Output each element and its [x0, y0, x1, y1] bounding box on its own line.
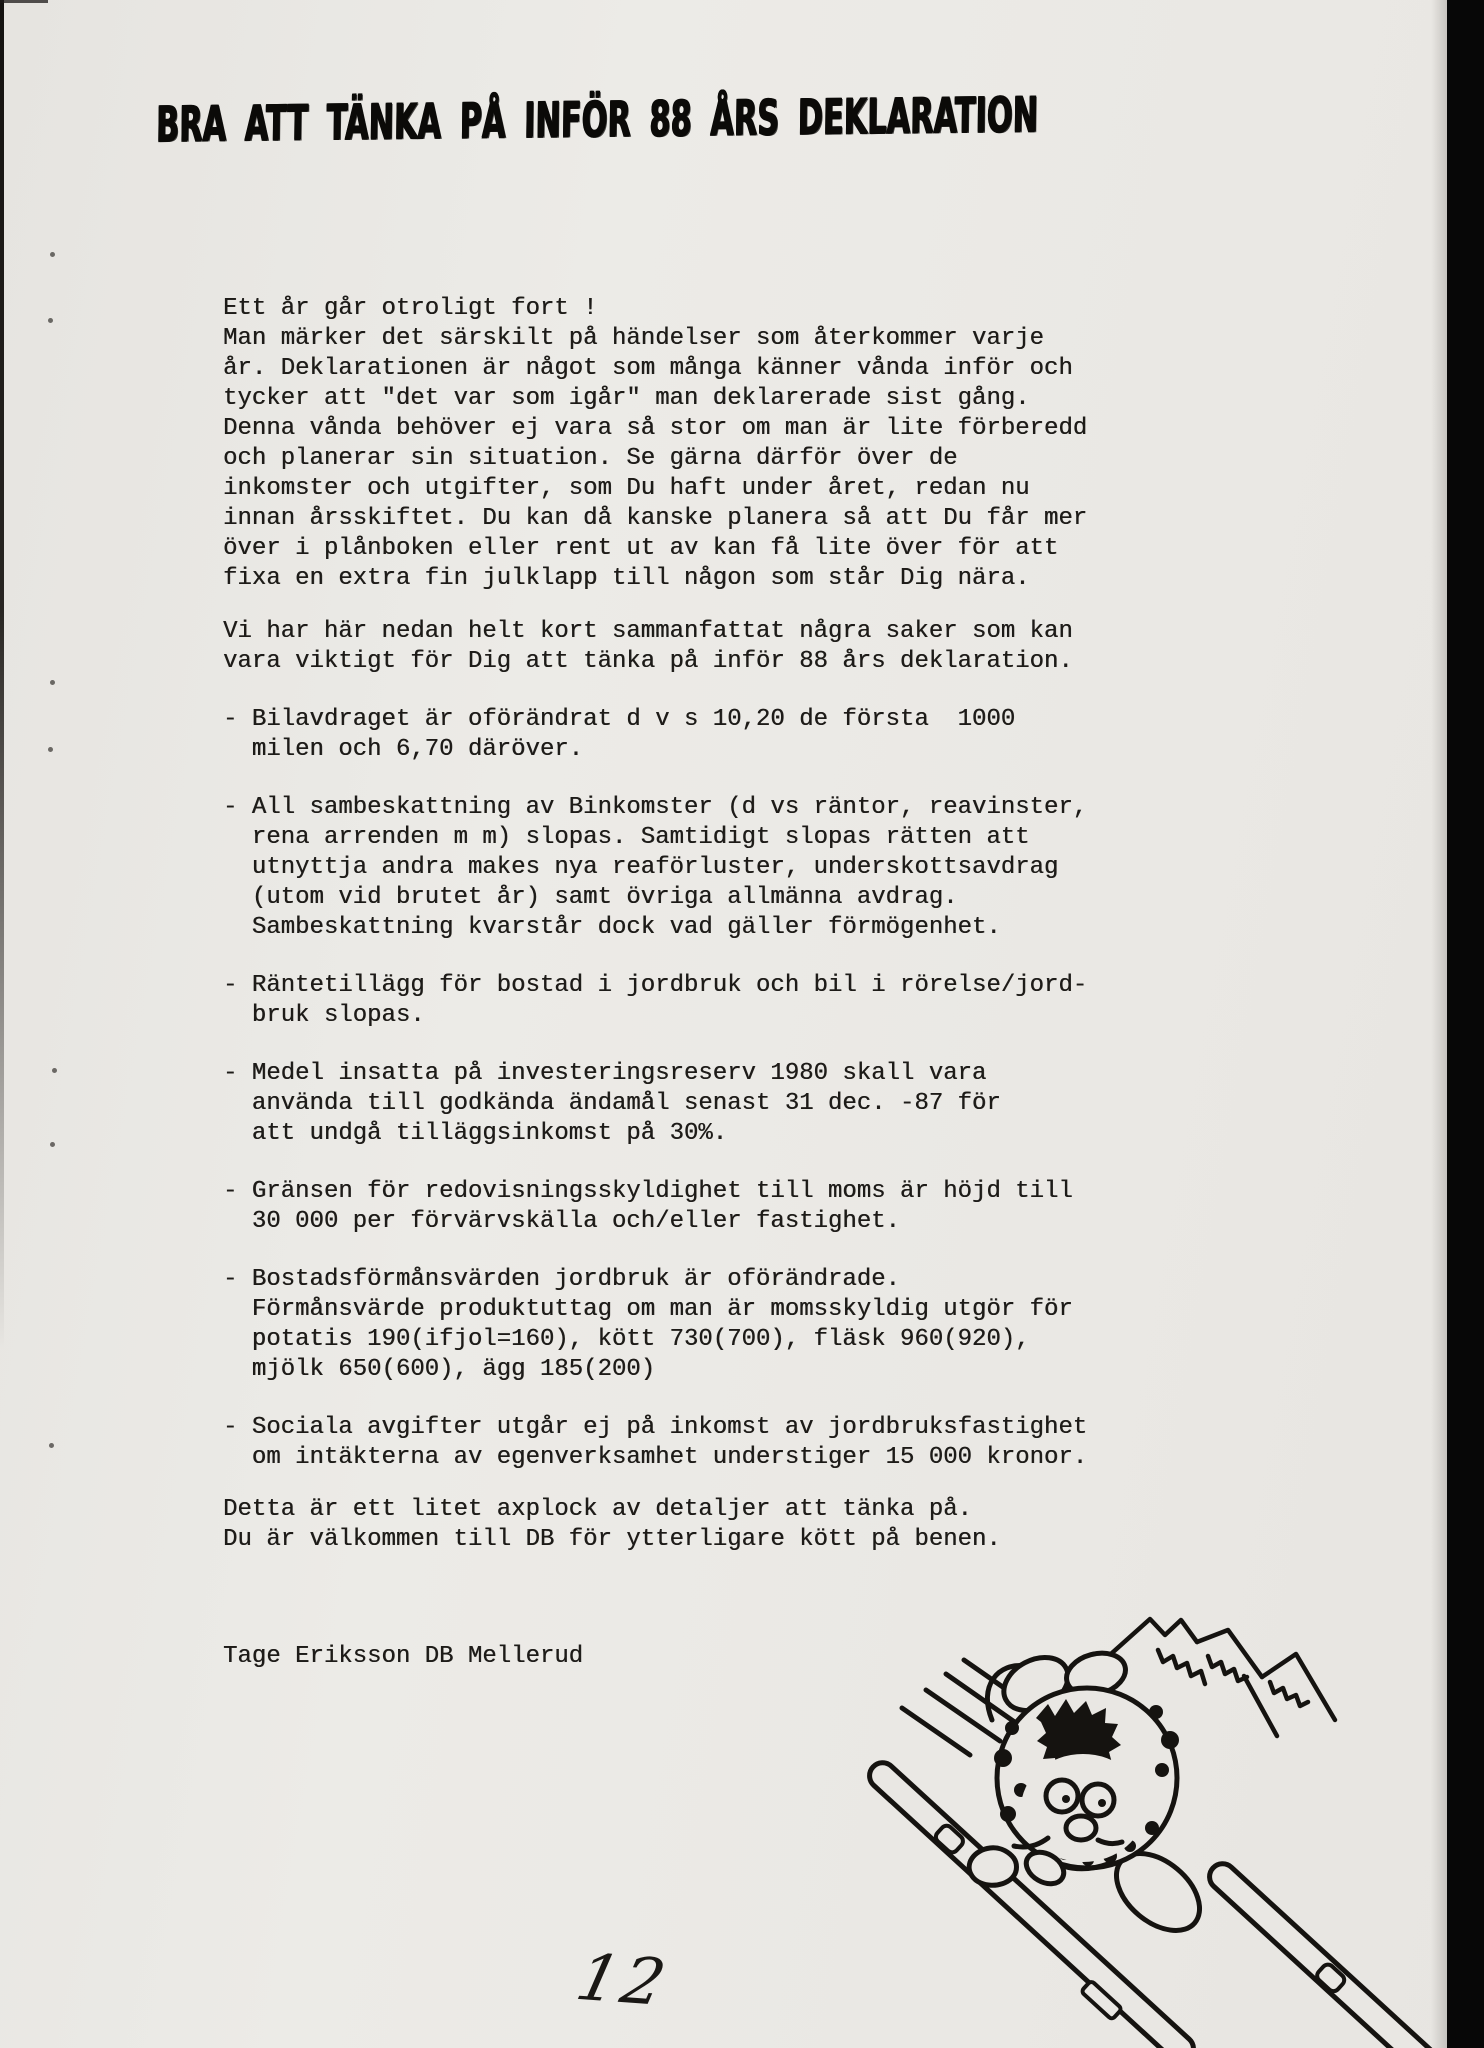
bullet-item [223, 1265, 1087, 1385]
bullet-item [223, 971, 1087, 1031]
closing-paragraph [223, 1495, 1001, 1555]
bullet-item [223, 1413, 1087, 1473]
bullet-item [223, 1059, 1087, 1149]
text-line: Man märker det särskilt på händelser som återkommer varje [223, 325, 1044, 352]
text-line: rena arrenden m m) slopas. Samtidigt slopas rätten att [223, 824, 1030, 851]
bullet-item [223, 1177, 1087, 1237]
text-line: - Bilavdraget är oförändrat d v s 10,20 de första 1000 [223, 706, 1016, 733]
text-line: - All sambeskattning av Binkomster (d vs räntor, reavinster, [223, 794, 1088, 821]
bullet-item [223, 705, 1087, 765]
scan-edge-left [0, 0, 4, 1350]
scan-speck [48, 747, 53, 752]
text-line: - Bostadsförmånsvärden jordbruk är oförändrade. [223, 1266, 900, 1293]
scan-speck [48, 318, 53, 323]
text-line: om intäkterna av egenverksamhet understiger 15 000 kronor. [223, 1444, 1088, 1471]
scan-speck [50, 252, 55, 257]
text-line: tycker att "det var som igår" man deklarerade sist gång. [223, 385, 1030, 412]
text-line: - Medel insatta på investeringsreserv 1980 skall vara [223, 1060, 987, 1087]
lower-ski-icon [1204, 1858, 1443, 2048]
scan-speck [50, 680, 55, 685]
text-line: fixa en extra fin julklapp till någon som står Dig nära. [223, 565, 1030, 592]
text-line: utnyttja andra makes nya reaförluster, underskottsavdrag [223, 854, 1059, 881]
scan-speck [49, 1443, 54, 1448]
text-line: - Sociala avgifter utgår ej på inkomst av jordbruksfastighet [223, 1414, 1088, 1441]
text-line: Ett år går otroligt fort ! [223, 295, 598, 322]
text-line: - Räntetillägg för bostad i jordbruk och bil i rörelse/jord- [223, 972, 1088, 999]
text-line: (utom vid brutet år) samt övriga allmänna avdrag. [223, 884, 958, 911]
text-line: milen och 6,70 däröver. [223, 736, 584, 763]
page-number: 12 [569, 1941, 676, 2021]
text-line: Vi har här nedan helt kort sammanfattat några saker som kan [223, 618, 1073, 645]
text-line: vara viktigt för Dig att tänka på inför 88 års deklaration. [223, 648, 1073, 675]
page-title: BRA ATT TÄNKA PÅ INFÖR 88 ÅRS DEKLARATION [155, 86, 1039, 153]
summary-paragraph [223, 617, 1073, 677]
text-line: inkomster och utgifter, som Du haft under året, redan nu [223, 475, 1030, 502]
text-line: innan årsskiftet. Du kan då kanske planera så att Du får mer [223, 505, 1088, 532]
text-line: Förmånsvärde produktuttag om man är momsskyldig utgör för [223, 1296, 1073, 1323]
text-line: bruk slopas. [223, 1002, 425, 1029]
text-line: Du är välkommen till DB för ytterligare kött på benen. [223, 1526, 1001, 1553]
scan-edge-shade [1431, 0, 1447, 2048]
scan-corner-mark [0, 0, 48, 3]
scan-speck [50, 1142, 55, 1147]
text-line: potatis 190(ifjol=160), kött 730(700), fläsk 960(920), [223, 1326, 1030, 1353]
text-line: mjölk 650(600), ägg 185(200) [223, 1356, 656, 1383]
text-line: år. Deklarationen är något som många känner vånda inför och [223, 355, 1073, 382]
signature: Tage Eriksson DB Mellerud [223, 1643, 584, 1670]
skier-head [987, 1647, 1179, 1869]
text-line: över i plånboken eller rent ut av kan få lite över för att [223, 535, 1059, 562]
nose [1066, 1816, 1096, 1840]
bullet-item [223, 793, 1087, 943]
bullet-list [223, 705, 1087, 1501]
scan-speck [52, 1068, 57, 1073]
text-line: 30 000 per förvärvskälla och/eller fastighet. [223, 1208, 900, 1235]
intro-paragraph [223, 294, 1087, 594]
text-line: Detta är ett litet axplock av detaljer att tänka på. [223, 1496, 972, 1523]
scan-edge-right [1447, 0, 1484, 2048]
text-line: och planerar sin situation. Se gärna därför över de [223, 445, 958, 472]
text-line: Denna vånda behöver ej vara så stor om man är lite förberedd [223, 415, 1088, 442]
text-line: att undgå tilläggsinkomst på 30%. [223, 1120, 728, 1147]
text-line: - Gränsen för redovisningsskyldighet till moms är höjd till [223, 1178, 1073, 1205]
text-line: Sambeskattning kvarstår dock vad gäller förmögenhet. [223, 914, 1001, 941]
text-line: använda till godkända ändamål senast 31 dec. -87 för [223, 1090, 1001, 1117]
skier-cartoon-illustration [840, 1600, 1484, 2048]
